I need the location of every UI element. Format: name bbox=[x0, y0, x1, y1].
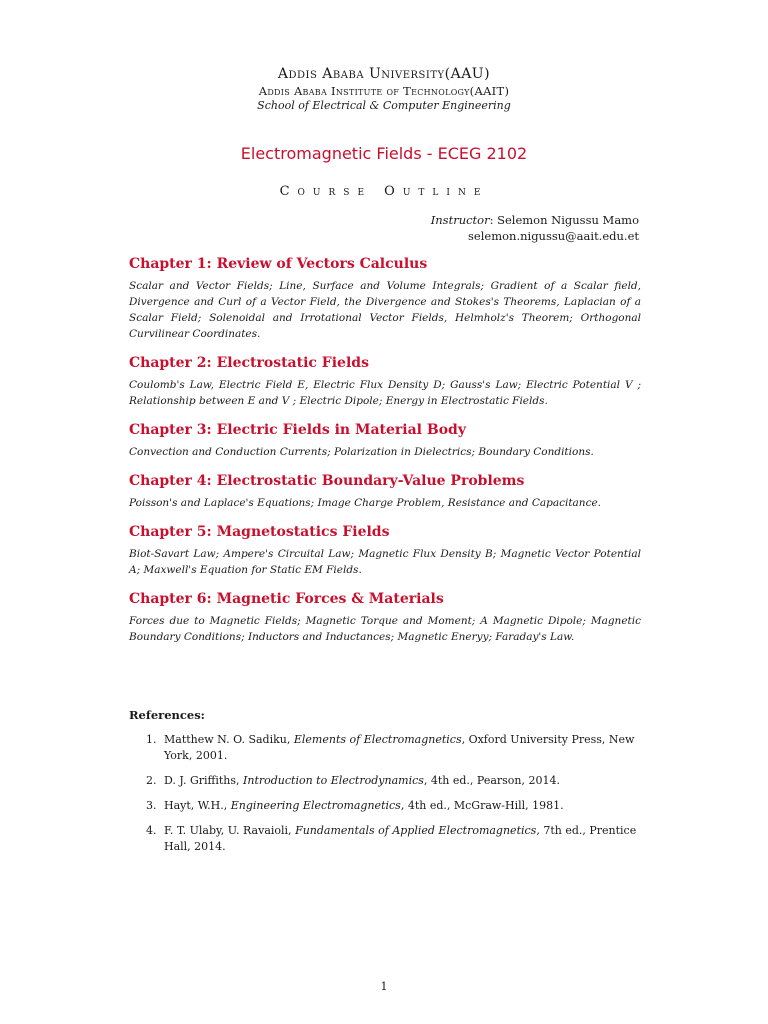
chapter-description: Poisson's and Laplace's Equations; Image Charge Problem, Resistance and Capacitance. bbox=[129, 497, 602, 509]
chapter-4 bbox=[129, 473, 641, 511]
reference-item bbox=[160, 773, 641, 789]
reference-book-title: Engineering Electromagnetics bbox=[230, 799, 401, 812]
references-heading: References: bbox=[129, 708, 205, 722]
reference-item bbox=[160, 798, 641, 814]
course-title: Electromagnetic Fields - ECEG 2102 bbox=[240, 144, 528, 163]
chapter-1 bbox=[129, 256, 641, 342]
reference-details: , 4th ed., Pearson, 2014. bbox=[423, 774, 560, 787]
reference-authors: Hayt, W.H., bbox=[164, 799, 231, 812]
page-number: 1 bbox=[380, 980, 388, 993]
chapter-list bbox=[129, 256, 641, 658]
reference-authors: Matthew N. O. Sadiku, bbox=[164, 733, 294, 746]
chapter-title: Chapter 5: Magnetostatics Fields bbox=[129, 524, 390, 540]
instructor-email: selemon.nigussu@aait.edu.et bbox=[468, 229, 639, 243]
chapter-description: Convection and Conduction Currents; Polarization in Dielectrics; Boundary Conditions. bbox=[129, 446, 594, 458]
reference-book-title: Introduction to Electrodynamics bbox=[243, 774, 424, 787]
chapter-6 bbox=[129, 591, 641, 645]
chapter-title: Chapter 3: Electric Fields in Material Body bbox=[129, 422, 466, 438]
chapter-title: Chapter 2: Electrostatic Fields bbox=[129, 355, 369, 371]
institute-name: Addis Ababa Institute of Technology(AAIT) bbox=[258, 84, 510, 98]
university-name: Addis Ababa University(AAU) bbox=[277, 66, 491, 82]
reference-details: , 4th ed., McGraw-Hill, 1981. bbox=[400, 799, 564, 812]
instructor-block bbox=[431, 212, 639, 244]
chapter-3 bbox=[129, 422, 641, 460]
chapter-title: Chapter 1: Review of Vectors Calculus bbox=[129, 256, 428, 272]
chapter-5 bbox=[129, 524, 641, 578]
chapter-2 bbox=[129, 355, 641, 409]
chapter-title: Chapter 4: Electrostatic Boundary-Value Problems bbox=[129, 473, 525, 489]
instructor-label: Instructor bbox=[430, 213, 490, 227]
reference-item bbox=[160, 732, 641, 764]
chapter-description: Forces due to Magnetic Fields; Magnetic Torque and Moment; A Magnetic Dipole; Magnetic Boundary Conditions; Inductors and Inductances; Magnetic Eneryy; Faraday's Law. bbox=[129, 615, 641, 643]
instructor-name: : Selemon Nigussu Mamo bbox=[489, 213, 639, 227]
reference-authors: D. J. Griffiths, bbox=[164, 774, 244, 787]
course-outline-heading: Course Outline bbox=[279, 184, 489, 199]
reference-book-title: Elements of Electromagnetics bbox=[293, 733, 462, 746]
reference-authors: F. T. Ulaby, U. Ravaioli, bbox=[164, 824, 296, 837]
reference-details: , 7th ed., Prentice Hall, 2014. bbox=[164, 824, 637, 853]
instructor-line bbox=[431, 212, 639, 228]
chapter-description: Biot-Savart Law; Ampere's Circuital Law; Magnetic Flux Density B; Magnetic Vector Potential A; Maxwell's Equation for Static EM Fields. bbox=[129, 548, 641, 576]
references-list bbox=[129, 732, 641, 855]
reference-book-title: Fundamentals of Applied Electromagnetics bbox=[295, 824, 537, 837]
reference-item bbox=[160, 823, 641, 855]
reference-details: , Oxford University Press, New York, 2001. bbox=[164, 733, 635, 762]
chapter-description: Scalar and Vector Fields; Line, Surface and Volume Integrals; Gradient of a Scalar field, Divergence and Curl of a Vector Field, the Divergence and Stokes's Theorems, Laplacian of a Scalar Field; Solenoidal and Irrotational Vector Fields, Helmholz's Theorem; Orthogonal Curvilinear Coordinates. bbox=[129, 280, 641, 340]
references-section bbox=[129, 708, 641, 864]
chapter-title: Chapter 6: Magnetic Forces & Materials bbox=[129, 591, 444, 607]
chapter-description: Coulomb's Law, Electric Field E, Electric Flux Density D; Gauss's Law; Electric Potential V ; Relationship between E and V ; Electric Dipole; Energy in Electrostatic Fields. bbox=[129, 379, 641, 407]
school-name: School of Electrical & Computer Engineering bbox=[257, 99, 511, 112]
